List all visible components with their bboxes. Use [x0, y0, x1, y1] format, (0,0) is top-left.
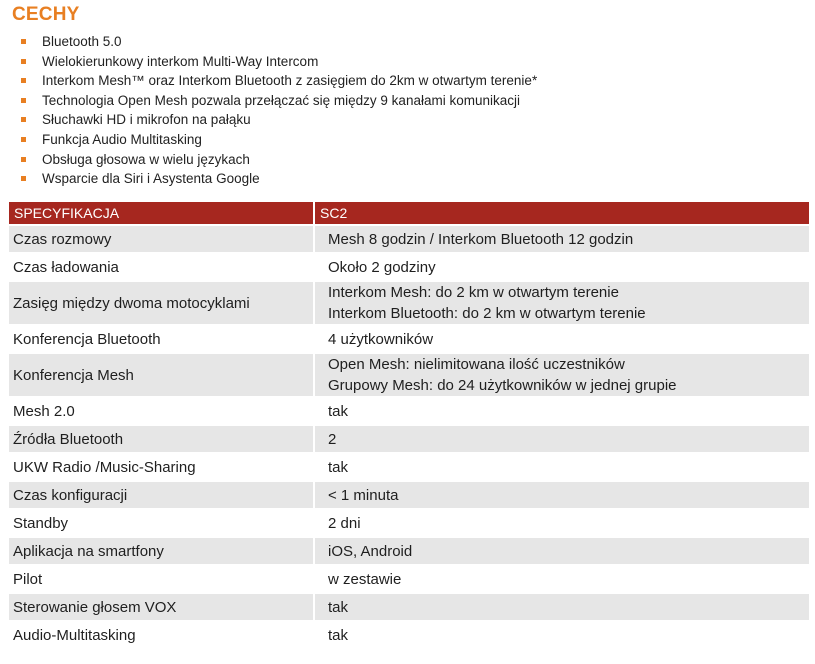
table-row	[9, 510, 809, 536]
header-specyfikacja: SPECYFIKACJA	[9, 202, 313, 224]
feature-item	[20, 169, 537, 189]
row-value-line: w zestawie	[328, 570, 402, 588]
features-title: CECHY	[12, 4, 80, 25]
feature-text: Słuchawki HD i mikrofon na pałąku	[42, 112, 251, 128]
feature-item	[20, 32, 537, 52]
feature-text: Technologia Open Mesh pozwala przełączać się między 9 kanałami komunikacji	[42, 92, 520, 108]
table-row	[9, 594, 809, 620]
row-value	[313, 282, 809, 324]
row-label: Konferencja Mesh	[9, 354, 313, 396]
row-value-line: tak	[328, 402, 349, 420]
square-bullet-icon	[21, 137, 26, 142]
square-bullet-icon	[21, 117, 26, 122]
feature-item	[20, 91, 537, 111]
row-value	[313, 454, 809, 480]
row-label: UKW Radio /Music-Sharing	[13, 458, 196, 476]
row-value-line: Interkom Bluetooth: do 2 km w otwartym terenie	[328, 305, 646, 322]
square-bullet-icon	[21, 176, 26, 181]
row-value	[313, 594, 809, 620]
row-value	[313, 510, 809, 536]
row-value	[313, 226, 809, 252]
table-row	[9, 454, 809, 480]
table-row	[9, 226, 809, 252]
row-value-line: 2 dni	[328, 514, 361, 532]
row-label: Aplikacja na smartfony	[9, 538, 313, 564]
table-row	[9, 482, 809, 508]
row-label: Konferencja Bluetooth	[13, 330, 161, 348]
feature-text: Wsparcie dla Siri i Asystenta Google	[42, 171, 260, 187]
table-row	[9, 254, 809, 280]
row-value-line: tak	[328, 458, 349, 476]
table-row	[9, 426, 809, 452]
row-value-line: Około 2 godziny	[328, 258, 436, 276]
feature-text: Obsługa głosowa w wielu językach	[42, 151, 250, 167]
row-label: Źródła Bluetooth	[9, 426, 313, 452]
row-value	[313, 254, 809, 280]
row-label: Zasięg między dwoma motocyklami	[9, 282, 313, 324]
row-value-line: tak	[328, 626, 349, 644]
feature-item	[20, 130, 537, 150]
table-row	[9, 622, 809, 648]
row-value-line: tak	[328, 598, 349, 616]
row-value	[313, 482, 809, 508]
square-bullet-icon	[21, 39, 26, 44]
row-value	[313, 538, 809, 564]
square-bullet-icon	[21, 157, 26, 162]
spec-table	[9, 200, 809, 650]
feature-item	[20, 150, 537, 170]
row-value	[313, 398, 809, 424]
feature-item	[20, 110, 537, 130]
row-value-line: < 1 minuta	[328, 486, 399, 504]
row-value-line: Interkom Mesh: do 2 km w otwartym terenie	[328, 284, 619, 301]
row-value-line: Open Mesh: nielimitowana ilość uczestników	[328, 356, 625, 373]
row-value-line: 2	[328, 430, 337, 448]
table-row	[9, 398, 809, 424]
row-value	[313, 566, 809, 592]
row-value	[313, 354, 809, 396]
row-value	[313, 326, 809, 352]
row-label: Pilot	[13, 570, 43, 588]
spec-table-header	[9, 202, 809, 224]
row-label: Standby	[13, 514, 69, 532]
row-label: Czas konfiguracji	[9, 482, 313, 508]
feature-item	[20, 71, 537, 91]
header-model: SC2	[313, 202, 809, 224]
row-label: Sterowanie głosem VOX	[9, 594, 313, 620]
row-label: Mesh 2.0	[13, 402, 75, 420]
table-row	[9, 354, 809, 396]
row-value	[313, 622, 809, 648]
square-bullet-icon	[21, 59, 26, 64]
row-value-line: Grupowy Mesh: do 24 użytkowników w jednej grupie	[328, 377, 677, 394]
row-label: Audio-Multitasking	[13, 626, 136, 644]
table-row	[9, 326, 809, 352]
row-value	[313, 426, 809, 452]
row-label: Czas rozmowy	[9, 226, 313, 252]
row-label: Czas ładowania	[13, 258, 119, 276]
feature-text: Bluetooth 5.0	[42, 34, 122, 49]
table-row	[9, 566, 809, 592]
table-row	[9, 282, 809, 324]
features-list	[20, 32, 537, 189]
feature-text: Wielokierunkowy interkom Multi-Way Intercom	[42, 53, 319, 69]
feature-text: Funkcja Audio Multitasking	[42, 131, 202, 147]
square-bullet-icon	[21, 78, 26, 83]
feature-item	[20, 52, 537, 72]
row-value-line: iOS, Android	[328, 542, 413, 560]
row-value-line: Mesh 8 godzin / Interkom Bluetooth 12 godzin	[328, 230, 634, 248]
square-bullet-icon	[21, 98, 26, 103]
table-row	[9, 538, 809, 564]
row-value-line: 4 użytkowników	[328, 330, 434, 348]
feature-text: Interkom Mesh™ oraz Interkom Bluetooth z zasięgiem do 2km w otwartym terenie*	[42, 73, 538, 89]
